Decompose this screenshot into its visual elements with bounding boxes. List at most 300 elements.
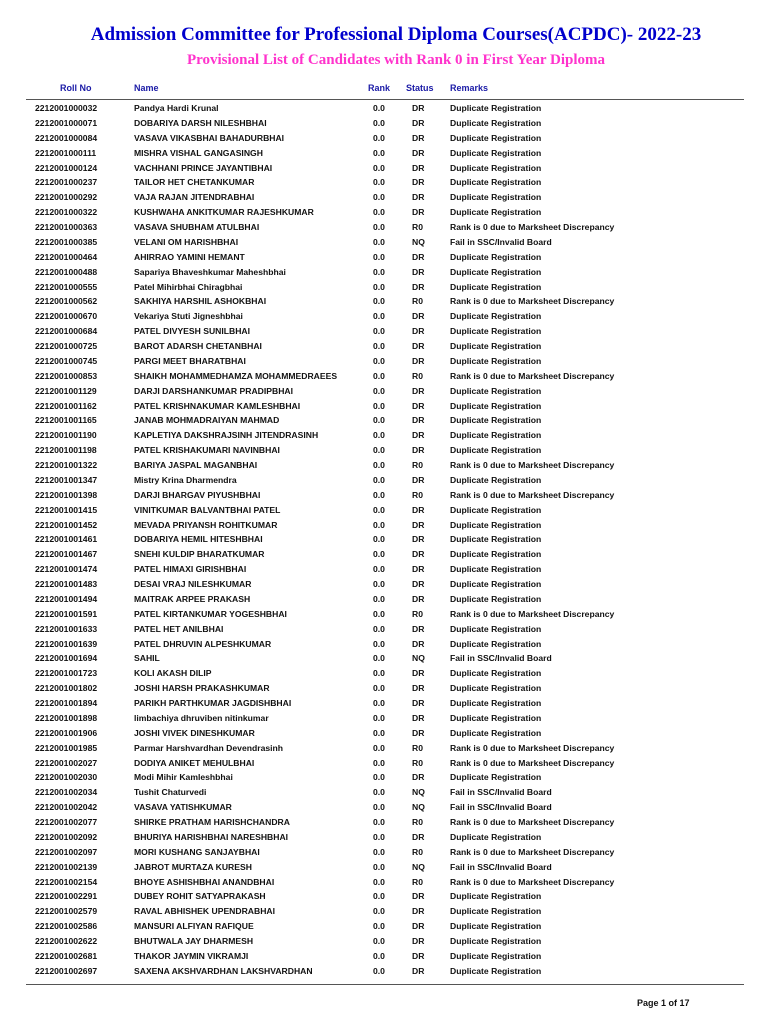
roll-no-cell: 2212001002622: [35, 936, 98, 946]
table-row: [0, 905, 768, 920]
name-cell: BHOYE ASHISHBHAI ANANDBHAI: [134, 876, 275, 887]
remarks-cell: Rank is 0 due to Marksheet Discrepancy: [450, 489, 615, 500]
status-cell: R0: [412, 222, 423, 232]
rank-cell: 0.0: [373, 861, 385, 872]
rank-cell: 0.0: [373, 281, 385, 292]
name-cell: PATEL DHRUVIN ALPESHKUMAR: [134, 638, 272, 649]
rank-cell: 0.0: [373, 132, 385, 143]
status-cell: DR: [412, 192, 425, 203]
remarks-cell: Rank is 0 due to Marksheet Discrepancy: [450, 757, 615, 768]
table-row: [0, 519, 768, 534]
name-cell: VACHHANI PRINCE JAYANTIBHAI: [134, 162, 273, 173]
remarks-cell: Duplicate Registration: [450, 326, 542, 337]
roll-no-cell: 2212001002030: [35, 772, 98, 783]
remarks-cell: Duplicate Registration: [450, 831, 542, 842]
rank-cell: 0.0: [373, 192, 385, 203]
rank-cell: 0.0: [373, 608, 385, 619]
roll-no-cell: 2212001001985: [35, 742, 98, 753]
roll-no-cell: 2212001001633: [35, 623, 98, 634]
remarks-cell: Duplicate Registration: [450, 415, 542, 426]
remarks-cell: Duplicate Registration: [450, 266, 542, 277]
rank-cell: 0.0: [373, 355, 385, 366]
roll-no-cell: 2212001002042: [35, 802, 98, 813]
status-cell: DR: [412, 683, 425, 694]
rank-cell: 0.0: [373, 802, 385, 813]
table-row: [0, 429, 768, 444]
table-row: [0, 578, 768, 593]
name-cell: MAITRAK ARPEE PRAKASH: [134, 593, 251, 604]
status-cell: DR: [412, 936, 425, 946]
remarks-cell: Duplicate Registration: [450, 192, 542, 203]
status-cell: R0: [412, 876, 423, 887]
table-row: [0, 191, 768, 206]
status-cell: DR: [412, 251, 425, 262]
roll-no-cell: 2212001001165: [35, 415, 97, 426]
rank-cell: 0.0: [373, 519, 385, 530]
remarks-cell: Duplicate Registration: [450, 400, 542, 411]
roll-no-cell: 2212001002579: [35, 906, 98, 917]
status-cell: R0: [412, 846, 423, 857]
remarks-cell: Duplicate Registration: [450, 519, 542, 530]
roll-no-cell: 2212001001639: [35, 638, 98, 649]
table-row: [0, 266, 768, 281]
name-cell: BHURIYA HARISHBHAI NARESHBHAI: [134, 831, 289, 842]
status-cell: DR: [412, 132, 425, 143]
rank-cell: 0.0: [373, 623, 385, 634]
table-row: [0, 608, 768, 623]
name-cell: SAXENA AKSHVARDHAN LAKSHVARDHAN: [134, 965, 313, 976]
status-cell: NQ: [412, 236, 425, 247]
name-cell: Tushit Chaturvedi: [134, 787, 207, 798]
roll-no-cell: 2212001002092: [35, 831, 98, 842]
roll-no-cell: 2212001001398: [35, 489, 98, 500]
table-header: [0, 83, 768, 95]
status-cell: DR: [412, 950, 425, 961]
rank-cell: 0.0: [373, 430, 385, 441]
remarks-cell: Duplicate Registration: [450, 593, 542, 604]
rank-cell: 0.0: [373, 906, 385, 917]
rank-cell: 0.0: [373, 385, 385, 396]
name-cell: DESAI VRAJ NILESHKUMAR: [134, 579, 252, 589]
roll-no-cell: 2212001001723: [35, 668, 98, 679]
rank-cell: 0.0: [373, 222, 385, 232]
roll-no-cell: 2212001002139: [35, 861, 98, 872]
rank-cell: 0.0: [373, 103, 385, 113]
rank-cell: 0.0: [373, 683, 385, 694]
status-cell: DR: [412, 623, 425, 634]
table-row: [0, 623, 768, 638]
name-cell: VASAVA YATISHKUMAR: [134, 802, 232, 813]
rank-cell: 0.0: [373, 236, 385, 247]
status-cell: NQ: [412, 802, 425, 813]
status-cell: DR: [412, 593, 425, 604]
column-header-name: Name: [134, 83, 159, 93]
roll-no-cell: 2212001002034: [35, 787, 98, 798]
remarks-cell: Rank is 0 due to Marksheet Discrepancy: [450, 742, 615, 753]
table-row: [0, 920, 768, 935]
name-cell: KUSHWAHA ANKITKUMAR RAJESHKUMAR: [134, 207, 314, 218]
remarks-cell: Duplicate Registration: [450, 950, 542, 961]
name-cell: limbachiya dhruviben nitinkumar: [134, 712, 269, 723]
rank-cell: 0.0: [373, 266, 385, 277]
name-cell: VAJA RAJAN JITENDRABHAI: [134, 192, 255, 203]
status-cell: DR: [412, 921, 425, 932]
roll-no-cell: 2212001001802: [35, 683, 98, 694]
rank-cell: 0.0: [373, 147, 385, 158]
status-cell: DR: [412, 712, 425, 723]
name-cell: VASAVA VIKASBHAI BAHADURBHAI: [134, 132, 285, 143]
roll-no-cell: 2212001002027: [35, 757, 98, 768]
roll-no-cell: 2212001001162: [35, 400, 97, 411]
table-row: [0, 638, 768, 653]
rank-cell: 0.0: [373, 727, 385, 738]
rank-cell: 0.0: [373, 445, 385, 456]
name-cell: DOBARIYA HEMIL HITESHBHAI: [134, 534, 263, 545]
table-row: [0, 295, 768, 310]
table-row: [0, 935, 768, 950]
roll-no-cell: 2212001001347: [35, 474, 98, 485]
table-row: [0, 400, 768, 415]
remarks-cell: Duplicate Registration: [450, 772, 542, 783]
remarks-cell: Duplicate Registration: [450, 504, 542, 515]
remarks-cell: Duplicate Registration: [450, 162, 542, 173]
rank-cell: 0.0: [373, 296, 385, 307]
remarks-cell: Duplicate Registration: [450, 311, 542, 322]
remarks-cell: Duplicate Registration: [450, 355, 542, 366]
remarks-cell: Duplicate Registration: [450, 281, 542, 292]
roll-no-cell: 2212001000032: [35, 103, 98, 113]
remarks-cell: Fail in SSC/Invalid Board: [450, 236, 552, 247]
roll-no-cell: 2212001000555: [35, 281, 98, 292]
name-cell: PARIKH PARTHKUMAR JAGDISHBHAI: [134, 698, 292, 708]
remarks-cell: Rank is 0 due to Marksheet Discrepancy: [450, 876, 615, 887]
name-cell: PATEL DIVYESH SUNILBHAI: [134, 326, 251, 337]
status-cell: DR: [412, 355, 425, 366]
name-cell: KAPLETIYA DAKSHRAJSINH JITENDRASINH: [134, 430, 319, 441]
table-row: [0, 102, 768, 117]
name-cell: JOSHI VIVEK DINESHKUMAR: [134, 727, 255, 738]
name-cell: Parmar Harshvardhan Devendrasinh: [134, 742, 284, 753]
name-cell: MANSURI ALFIYAN RAFIQUE: [134, 921, 254, 932]
roll-no-cell: 2212001000725: [35, 341, 98, 351]
remarks-cell: Duplicate Registration: [450, 207, 542, 218]
table-row: [0, 533, 768, 548]
candidate-table-body: [0, 102, 768, 980]
remarks-cell: Duplicate Registration: [450, 727, 542, 738]
table-row: [0, 370, 768, 385]
rank-cell: 0.0: [373, 504, 385, 515]
roll-no-cell: 2212001001483: [35, 579, 98, 589]
status-cell: DR: [412, 341, 425, 351]
rank-cell: 0.0: [373, 668, 385, 679]
status-cell: DR: [412, 965, 425, 976]
status-cell: DR: [412, 103, 425, 113]
rank-cell: 0.0: [373, 117, 385, 128]
roll-no-cell: 2212001000322: [35, 207, 98, 218]
status-cell: R0: [412, 460, 423, 470]
rank-cell: 0.0: [373, 177, 385, 188]
name-cell: BAROT ADARSH CHETANBHAI: [134, 341, 262, 351]
remarks-cell: Duplicate Registration: [450, 906, 542, 917]
name-cell: MORI KUSHANG SANJAYBHAI: [134, 846, 260, 857]
remarks-cell: Duplicate Registration: [450, 549, 542, 560]
status-cell: DR: [412, 638, 425, 649]
rank-cell: 0.0: [373, 712, 385, 723]
roll-no-cell: 2212001001894: [35, 698, 98, 708]
rank-cell: 0.0: [373, 921, 385, 932]
status-cell: DR: [412, 281, 425, 292]
remarks-cell: Duplicate Registration: [450, 147, 542, 158]
remarks-cell: Duplicate Registration: [450, 683, 542, 694]
table-row: [0, 132, 768, 147]
table-row: [0, 385, 768, 400]
name-cell: Sapariya Bhaveshkumar Maheshbhai: [134, 266, 286, 277]
status-cell: R0: [412, 296, 423, 307]
roll-no-cell: 2212001000111: [35, 147, 97, 158]
remarks-cell: Duplicate Registration: [450, 712, 542, 723]
name-cell: SHAIKH MOHAMMEDHAMZA MOHAMMEDRAEES: [134, 370, 338, 381]
table-row: [0, 801, 768, 816]
table-row: [0, 846, 768, 861]
rank-cell: 0.0: [373, 311, 385, 322]
status-cell: DR: [412, 207, 425, 218]
table-row: [0, 786, 768, 801]
name-cell: JANAB MOHMADRAIYAN MAHMAD: [134, 415, 280, 426]
table-row: [0, 459, 768, 474]
table-row: [0, 593, 768, 608]
status-cell: DR: [412, 891, 425, 902]
remarks-cell: Duplicate Registration: [450, 638, 542, 649]
roll-no-cell: 2212001000488: [35, 266, 98, 277]
rank-cell: 0.0: [373, 251, 385, 262]
status-cell: R0: [412, 489, 423, 500]
roll-no-cell: 2212001001415: [35, 504, 98, 515]
remarks-cell: Duplicate Registration: [450, 251, 542, 262]
table-row: [0, 444, 768, 459]
status-cell: DR: [412, 564, 425, 575]
name-cell: PATEL KRISHAKUMARI NAVINBHAI: [134, 445, 280, 456]
rank-cell: 0.0: [373, 936, 385, 946]
rank-cell: 0.0: [373, 846, 385, 857]
rank-cell: 0.0: [373, 831, 385, 842]
table-row: [0, 310, 768, 325]
rank-cell: 0.0: [373, 950, 385, 961]
remarks-cell: Fail in SSC/Invalid Board: [450, 653, 552, 664]
roll-no-cell: 2212001001129: [35, 385, 97, 396]
rank-cell: 0.0: [373, 400, 385, 411]
page-number: Page 1 of 17: [637, 998, 690, 1008]
rank-cell: 0.0: [373, 742, 385, 753]
remarks-cell: Fail in SSC/Invalid Board: [450, 787, 552, 798]
table-row: [0, 221, 768, 236]
roll-no-cell: 2212001002077: [35, 817, 98, 827]
remarks-cell: Duplicate Registration: [450, 445, 542, 456]
name-cell: BARIYA JASPAL MAGANBHAI: [134, 460, 258, 470]
table-row: [0, 355, 768, 370]
rank-cell: 0.0: [373, 698, 385, 708]
roll-no-cell: 2212001002681: [35, 950, 98, 961]
remarks-cell: Rank is 0 due to Marksheet Discrepancy: [450, 846, 615, 857]
name-cell: TAILOR HET CHETANKUMAR: [134, 177, 255, 188]
remarks-cell: Duplicate Registration: [450, 534, 542, 545]
table-row: [0, 876, 768, 891]
table-row: [0, 771, 768, 786]
name-cell: JOSHI HARSH PRAKASHKUMAR: [134, 683, 270, 694]
status-cell: R0: [412, 370, 423, 381]
status-cell: DR: [412, 549, 425, 560]
remarks-cell: Rank is 0 due to Marksheet Discrepancy: [450, 370, 615, 381]
remarks-cell: Rank is 0 due to Marksheet Discrepancy: [450, 817, 615, 827]
name-cell: SAHIL: [134, 653, 160, 664]
table-row: [0, 682, 768, 697]
rank-cell: 0.0: [373, 415, 385, 426]
status-cell: DR: [412, 727, 425, 738]
roll-no-cell: 2212001000853: [35, 370, 98, 381]
name-cell: THAKOR JAYMIN VIKRAMJI: [134, 950, 249, 961]
remarks-cell: Duplicate Registration: [450, 385, 542, 396]
name-cell: BHUTWALA JAY DHARMESH: [134, 936, 254, 946]
roll-no-cell: 2212001001694: [35, 653, 98, 664]
table-row: [0, 414, 768, 429]
remarks-cell: Duplicate Registration: [450, 177, 542, 188]
status-cell: DR: [412, 326, 425, 337]
roll-no-cell: 2212001001906: [35, 727, 98, 738]
remarks-cell: Duplicate Registration: [450, 698, 542, 708]
name-cell: VELANI OM HARISHBHAI: [134, 236, 239, 247]
name-cell: VASAVA SHUBHAM ATULBHAI: [134, 222, 260, 232]
status-cell: DR: [412, 430, 425, 441]
table-row: [0, 667, 768, 682]
roll-no-cell: 2212001002097: [35, 846, 98, 857]
rank-cell: 0.0: [373, 593, 385, 604]
roll-no-cell: 2212001001190: [35, 430, 97, 441]
status-cell: DR: [412, 668, 425, 679]
column-header-roll-no: Roll No: [60, 83, 92, 93]
name-cell: SHIRKE PRATHAM HARISHCHANDRA: [134, 817, 290, 827]
remarks-cell: Duplicate Registration: [450, 103, 542, 113]
roll-no-cell: 2212001000670: [35, 311, 98, 322]
roll-no-cell: 2212001002697: [35, 965, 98, 976]
table-row: [0, 831, 768, 846]
table-row: [0, 474, 768, 489]
rank-cell: 0.0: [373, 876, 385, 887]
rank-cell: 0.0: [373, 817, 385, 827]
rank-cell: 0.0: [373, 489, 385, 500]
rank-cell: 0.0: [373, 341, 385, 351]
status-cell: DR: [412, 415, 425, 426]
name-cell: RAVAL ABHISHEK UPENDRABHAI: [134, 906, 276, 917]
remarks-cell: Rank is 0 due to Marksheet Discrepancy: [450, 296, 615, 307]
rank-cell: 0.0: [373, 370, 385, 381]
table-row: [0, 563, 768, 578]
remarks-cell: Duplicate Registration: [450, 341, 542, 351]
name-cell: Patel Mihirbhai Chiragbhai: [134, 281, 243, 292]
table-row: [0, 816, 768, 831]
name-cell: JABROT MURTAZA KURESH: [134, 861, 252, 872]
table-row: [0, 251, 768, 266]
status-cell: DR: [412, 474, 425, 485]
table-row: [0, 325, 768, 340]
table-row: [0, 742, 768, 757]
name-cell: DUBEY ROHIT SATYAPRAKASH: [134, 891, 266, 902]
remarks-cell: Duplicate Registration: [450, 564, 542, 575]
header-divider: [26, 99, 744, 100]
remarks-cell: Duplicate Registration: [450, 921, 542, 932]
roll-no-cell: 2212001000745: [35, 355, 98, 366]
name-cell: SNEHI KULDIP BHARATKUMAR: [134, 549, 265, 560]
status-cell: DR: [412, 117, 425, 128]
roll-no-cell: 2212001000292: [35, 192, 98, 203]
status-cell: DR: [412, 519, 425, 530]
status-cell: DR: [412, 534, 425, 545]
name-cell: SAKHIYA HARSHIL ASHOKBHAI: [134, 296, 267, 307]
table-row: [0, 697, 768, 712]
status-cell: NQ: [412, 787, 425, 798]
roll-no-cell: 2212001001467: [35, 549, 98, 560]
rank-cell: 0.0: [373, 579, 385, 589]
table-row: [0, 206, 768, 221]
roll-no-cell: 2212001002291: [35, 891, 98, 902]
name-cell: Vekariya Stuti Jigneshbhai: [134, 311, 243, 322]
roll-no-cell: 2212001000363: [35, 222, 98, 232]
roll-no-cell: 2212001000084: [35, 132, 98, 143]
name-cell: AHIRRAO YAMINI HEMANT: [134, 251, 245, 262]
roll-no-cell: 2212001000385: [35, 236, 98, 247]
table-row: [0, 727, 768, 742]
table-row: [0, 861, 768, 876]
table-row: [0, 965, 768, 980]
roll-no-cell: 2212001001461: [35, 534, 98, 545]
name-cell: MEVADA PRIYANSH ROHITKUMAR: [134, 519, 278, 530]
name-cell: Mistry Krina Dharmendra: [134, 474, 237, 485]
remarks-cell: Duplicate Registration: [450, 668, 542, 679]
status-cell: DR: [412, 266, 425, 277]
table-row: [0, 117, 768, 132]
remarks-cell: Duplicate Registration: [450, 430, 542, 441]
table-row: [0, 162, 768, 177]
status-cell: DR: [412, 311, 425, 322]
name-cell: DODIYA ANIKET MEHULBHAI: [134, 757, 255, 768]
table-row: [0, 147, 768, 162]
roll-no-cell: 2212001001591: [35, 608, 98, 619]
rank-cell: 0.0: [373, 460, 385, 470]
rank-cell: 0.0: [373, 207, 385, 218]
roll-no-cell: 2212001001322: [35, 460, 98, 470]
roll-no-cell: 2212001000684: [35, 326, 98, 337]
name-cell: PARGI MEET BHARATBHAI: [134, 355, 246, 366]
document-title: Admission Committee for Professional Diploma Courses(ACPDC)- 2022-23: [90, 24, 702, 45]
status-cell: DR: [412, 772, 425, 783]
table-row: [0, 281, 768, 296]
roll-no-cell: 2212001000071: [35, 117, 98, 128]
name-cell: DOBARIYA DARSH NILESHBHAI: [134, 117, 267, 128]
remarks-cell: Duplicate Registration: [450, 117, 542, 128]
roll-no-cell: 2212001000237: [35, 177, 98, 188]
rank-cell: 0.0: [373, 534, 385, 545]
table-row: [0, 950, 768, 965]
remarks-cell: Rank is 0 due to Marksheet Discrepancy: [450, 460, 615, 470]
remarks-cell: Fail in SSC/Invalid Board: [450, 802, 552, 813]
status-cell: R0: [412, 608, 423, 619]
rank-cell: 0.0: [373, 891, 385, 902]
status-cell: DR: [412, 579, 425, 589]
column-header-remarks: Remarks: [450, 83, 489, 93]
name-cell: PATEL KRISHNAKUMAR KAMLESHBHAI: [134, 400, 301, 411]
status-cell: DR: [412, 400, 425, 411]
table-row: [0, 757, 768, 772]
rank-cell: 0.0: [373, 772, 385, 783]
status-cell: R0: [412, 742, 423, 753]
